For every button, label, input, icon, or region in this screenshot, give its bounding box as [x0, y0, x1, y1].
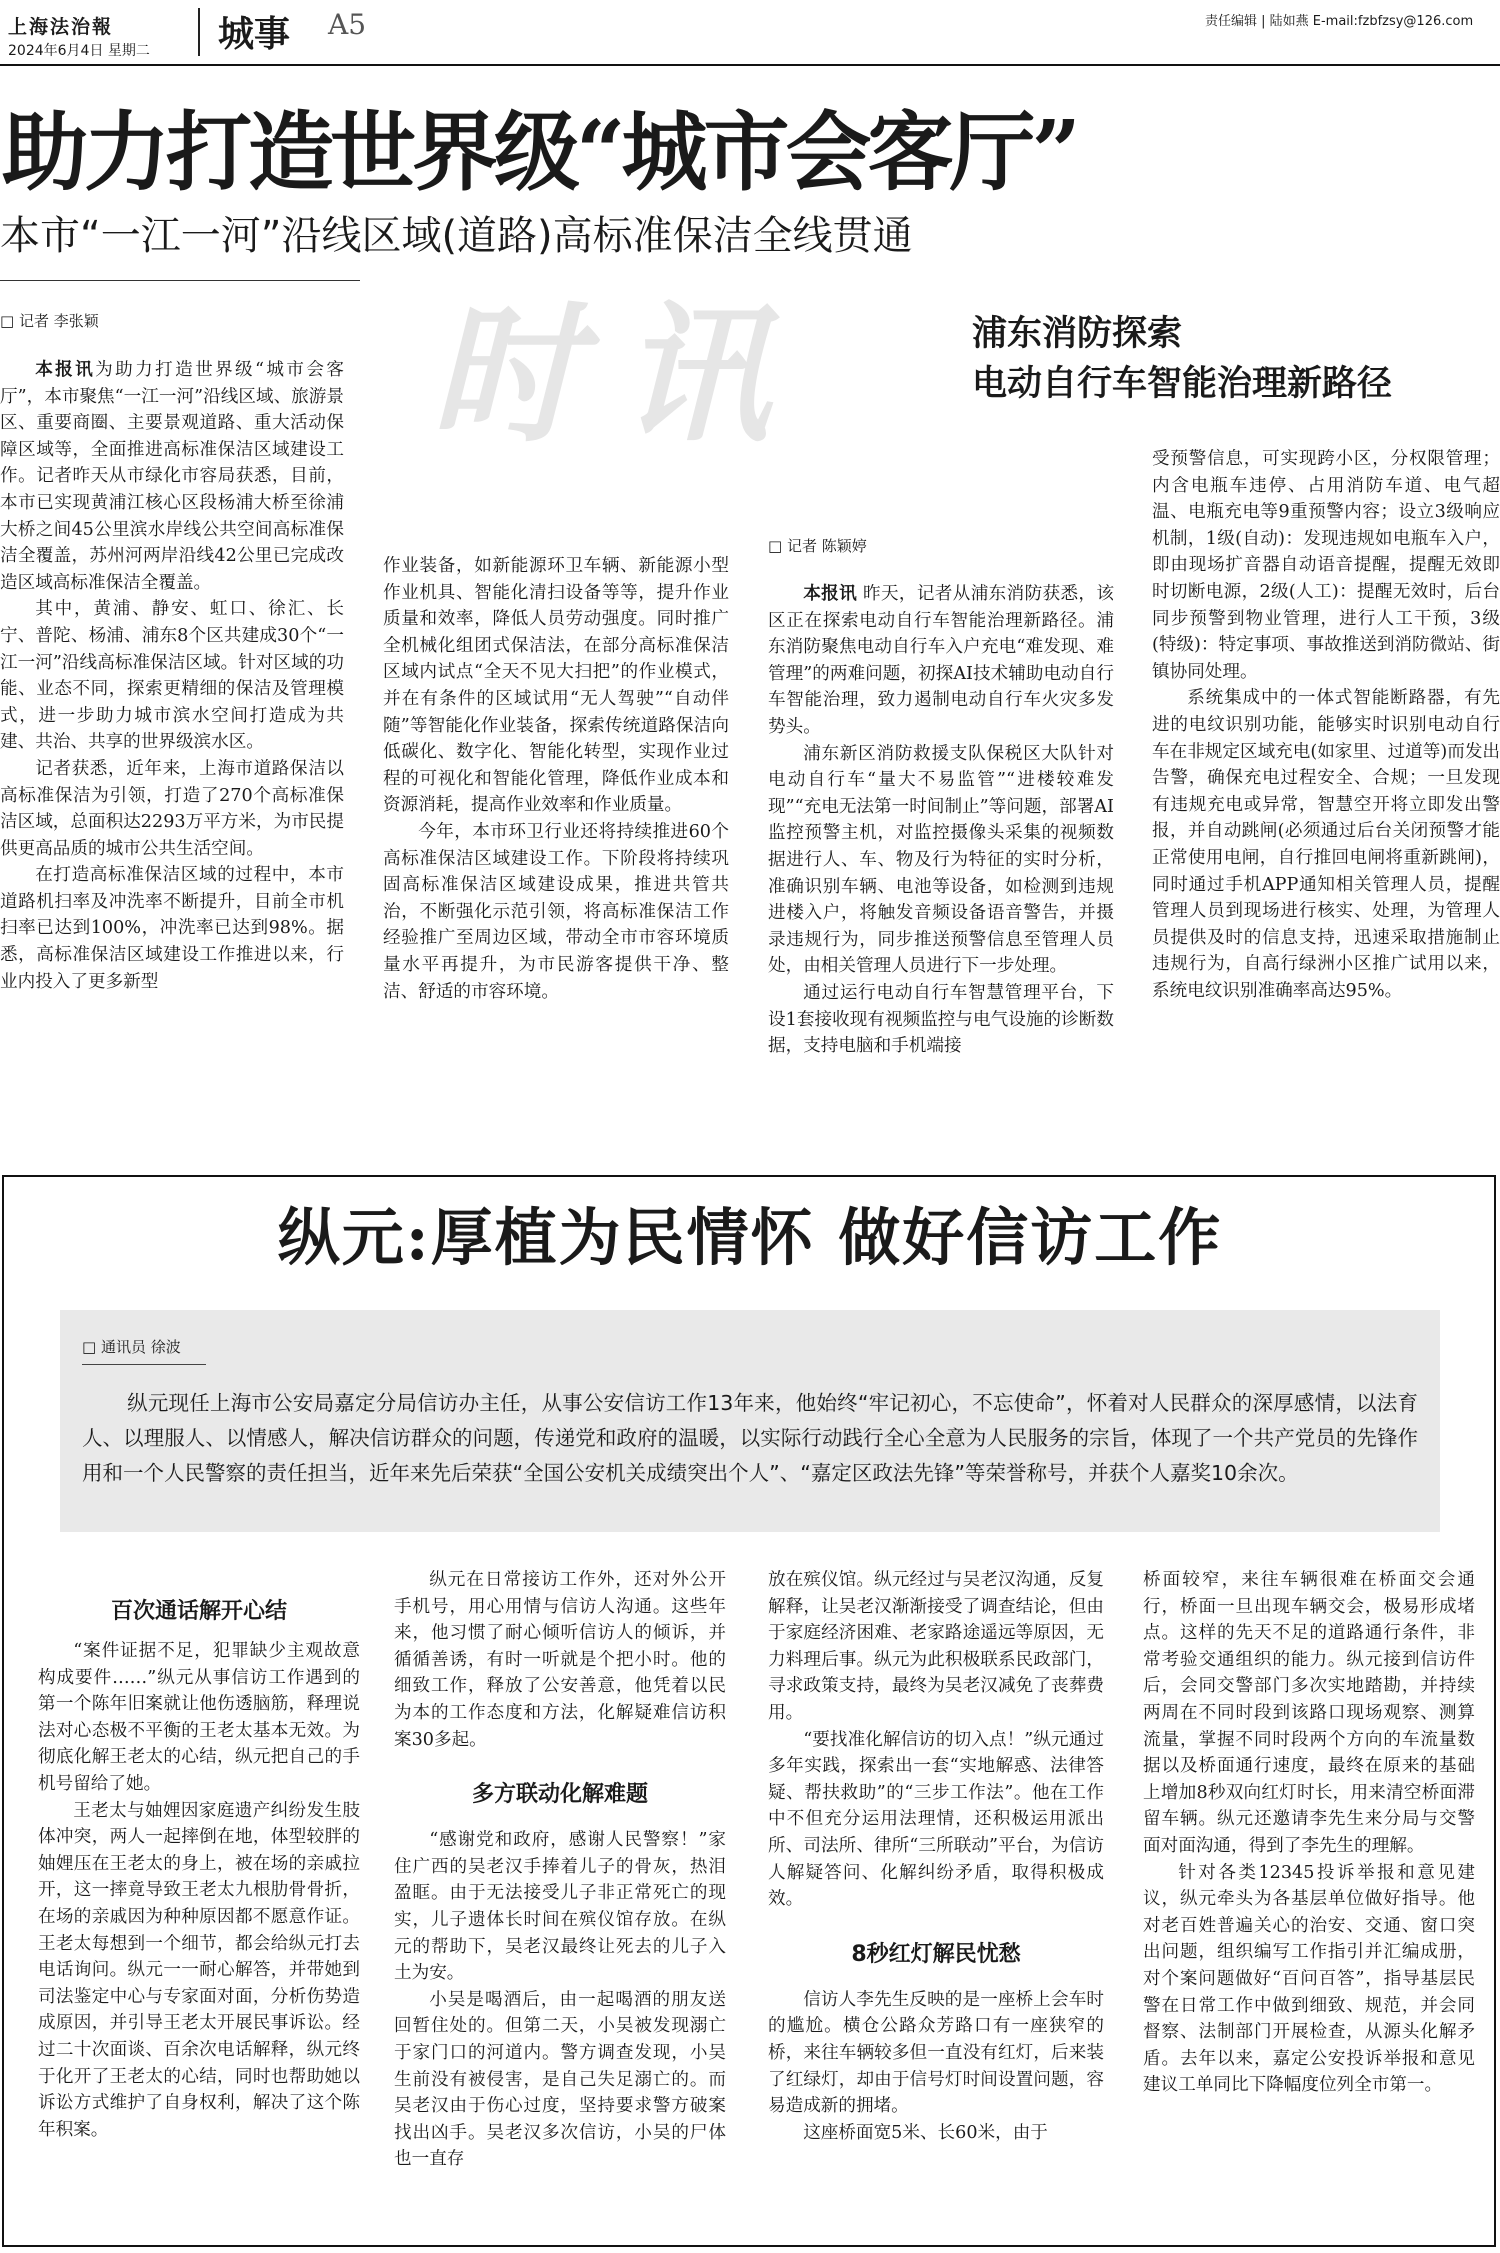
article2-col2 [1152, 446, 1500, 1004]
article3-para: 纵元在日常接访工作外，还对外公开手机号，用心用情与信访人沟通。这些年来，他习惯了耐心倾听信访人的倾诉，并循循善诱，有时一听就是个把小时。他的细致工作，释放了公安善意，他凭着以民为本的工作态度和方法，化解疑难信访积案30多起。 [394, 1570, 726, 1750]
byline-box-icon: □ [0, 312, 19, 330]
article3-para: 针对各类12345投诉举报和意见建议，纵元牵头为各基层单位做好指导。他对老百姓普遍关心的治安、交通、窗口突出问题，组织编写工作指引并汇编成册，对个案问题做好“百问百答”，指导基层民警在日常工作中做到细致、规范，并会同督察、法制部门开展检查，从源头化解矛盾。去年以来，嘉定公安投诉举报和意见建议工单同比下降幅度位列全市第一。 [1143, 1862, 1475, 2096]
article3-intro: 纵元现任上海市公安局嘉定分局信访办主任，从事公安信访工作13年来，他始终“牢记初心，不忘使命”，怀着对人民群众的深厚感情，以法育人、以理服人、以情感人，解决信访群众的问题，传递党和政府的温暖，以实际行动践行全心全意为人民服务的宗旨，体现了一个共产党员的先锋作用和一个人民警察的责任担当，近年来先后荣获“全国公安机关成绩突出个人”、“嘉定区政法先锋”等荣誉称号，并获个人嘉奖10余次。 [82, 1391, 1418, 1485]
editor-info: 责任编辑 | 陆如燕 E-mail:fzbfzsy@126.com [1205, 14, 1474, 29]
article2-col1 [768, 581, 1114, 1060]
subheading-1: 百次通话解开心结 [110, 1599, 287, 1624]
article2-lead-tag: 本报讯 [803, 583, 858, 604]
article3-byline-rule [82, 1364, 206, 1365]
article1-lead-tag: 本报讯 [35, 359, 96, 380]
shixun-watermark: 时讯 [430, 287, 811, 463]
masthead-rule [0, 64, 1500, 66]
page-number: A5 [328, 8, 367, 41]
article3-col2 [394, 1567, 726, 2173]
article3-para: 小吴是喝酒后，由一起喝酒的朋友送回暂住处的。但第二天，小吴被发现溺亡于家门口的河道内。警方调查发现，小吴生前没有被侵害，是自己失足溺亡的。而吴老汉由于伤心过度，坚持要求警方破案找出凶手。吴老汉多次信访，小吴的尸体也一直存 [394, 1989, 726, 2170]
article1-para: 今年，本市环卫行业还将持续推进60个高标准保洁区域建设工作。下阶段将持续巩固高标准保洁区域建设成果，推进共管共治，不断强化示范引领，将高标准保洁工作经验推广至周边区域，带动全市市容环境质量水平再提升，为市民游客提供干净、整洁、舒适的市容环境。 [383, 821, 729, 1002]
article3-para: 王老太与妯娌因家庭遗产纠纷发生肢体冲突，两人一起摔倒在地，体型较胖的妯娌压在王老太的身上，被在场的亲戚拉开，这一摔竟导致王老太九根肋骨骨折，在场的亲戚因为种种原因都不愿意作证。王老太每想到一个细节，都会给纵元打去电话询问。纵元一一耐心解答，并带她到司法鉴定中心与专家面对面，分析伤势造成原因，并引导王老太开展民事诉讼。经过二十次面谈、百余次电话解释，纵元终于化开了王老太的心结，同时也帮助她以诉讼方式维护了自身权利，解决了这个陈年积案。 [38, 1800, 360, 2140]
article2-para: 系统集成中的一体式智能断路器，有先进的电纹识别功能，能够实时识别电动自行车在非规定区域充电(如家里、过道等)而发出告警，确保充电过程安全、合规；一旦发现有违规充电或异常，智慧空开将立即发出警报，并自动跳闸(必须通过后台关闭预警才能正常使用电闸，自行推回电闸将重新跳闸)，同时通过手机APP通知相关管理人员，提醒管理人员到现场进行核实、处理，为管理人员提供及时的信息支持，迅速采取措施制止违规行为，自高行绿洲小区推广试用以来，系统电纹识别准确率高达95%。 [1152, 688, 1500, 1001]
article3-para: “感谢党和政府，感谢人民警察！”家住广西的吴老汉手捧着儿子的骨灰，热泪盈眶。由于无法接受儿子非正常死亡的现实，儿子遗体长时间在殡仪馆存放。在纵元的帮助下，吴老汉最终让死去的儿子入土为安。 [394, 1830, 726, 1984]
article1-col1 [0, 357, 344, 995]
article1-title: 助力打造世界级“城市会客厅” [2, 102, 1077, 203]
article3-para: “案件证据不足，犯罪缺少主观故意构成要件……”纵元从事信访工作遇到的第一个陈年旧案就让他伤透脑筋，释理说法对心态极不平衡的王老太基本无效。为彻底化解王老太的心结，纵元把自己的手机号留给了她。 [38, 1641, 360, 1794]
article2-byline: □ 记者 陈颖婷 [768, 537, 867, 555]
article1-para: 在打造高标准保洁区域的过程中，本市道路机扫率及冲洗率不断提升，目前全市机扫率已达到100%，冲洗率已达到98%。据悉，高标准保洁区域建设工作推进以来，行业内投入了更多新型 [0, 865, 344, 992]
article3-byline: □ 通讯员 徐波 [82, 1338, 181, 1356]
article3-para: 桥面较窄，来往车辆很难在桥面交会通行，桥面一旦出现车辆交会，极易形成堵点。这样的先天不足的道路通行条件，非常考验交通组织的能力。纵元接到信访件后，会同交警部门多次实地踏勘，并持续两周在不同时段到该路口现场观察、测算流量，掌握不同时段两个方向的车流量数据以及桥面通行速度，最终在原来的基础上增加8秒双向红灯时长，用来清空桥面滞留车辆。纵元还邀请李先生来分局与交警面对面沟通，得到了李先生的理解。 [1143, 1570, 1475, 1856]
article2-para: 本报讯 昨天，记者从浦东消防获悉，该区正在探索电动自行车智能治理新路径。浦东消防聚焦电动自行车入户充电“难发现、难管理”的两难问题，初探AI技术辅助电动自行车智能治理，致力遏制电动自行车火灾多发势头。 [768, 583, 1114, 737]
article2-title-line1: 浦东消防探索 [972, 314, 1183, 354]
article2-para: 通过运行电动自行车智慧管理平台，下设1套接收现有视频监控与电气设施的诊断数据，支持电脑和手机端接 [768, 982, 1114, 1057]
article3-para: 放在殡仪馆。纵元经过与吴老汉沟通，反复解释，让吴老汉渐渐接受了调查结论，但由于家庭经济困难、老家路途遥远等原因，无力料理后事。纵元为此积极联系民政部门，寻求政策支持，最终为吴老汉减免了丧葬费用。 [768, 1570, 1104, 1723]
subheading-3: 8秒红灯解民忧愁 [851, 1941, 1021, 1967]
article3-para: 这座桥面宽5米、长60米，由于 [803, 2122, 1048, 2143]
article2-title-line2: 电动自行车智能治理新路径 [972, 364, 1393, 404]
article1-para: 记者获悉，近年来，上海市道路保洁以高标准保洁为引领，打造了270个高标准保洁区域，总面积达2293万平方米，为市民提供更高品质的城市公共生活空间。 [0, 758, 344, 859]
byline-box-icon: □ [82, 1338, 101, 1356]
masthead-date: 2024年6月4日 星期二 [8, 43, 150, 59]
article1-subtitle: 本市“一江一河”沿线区域(道路)高标准保洁全线贯通 [0, 213, 913, 259]
masthead-paper-name: 上海法治報 [8, 16, 114, 38]
article3-col3 [768, 1567, 1104, 2146]
article1-col2 [383, 553, 729, 1005]
article3-para: 信访人李先生反映的是一座桥上会车时的尴尬。横仓公路众芳路口有一座狭窄的桥，来往车辆较多但一直没有红灯，后来装了红绿灯，却由于信号灯时间设置问题，容易造成新的拥堵。 [768, 1989, 1104, 2117]
article1-para: 其中，黄浦、静安、虹口、徐汇、长宁、普陀、杨浦、浦东8个区共建成30个“一江一河”沿线高标准保洁区域。针对区域的功能、业态不同，探索更精细的保洁及管理模式，进一步助力城市滨水空间打造成为共建、共治、共享的世界级滨水区。 [0, 599, 344, 753]
subheading-2: 多方联动化解难题 [471, 1782, 648, 1808]
section-name: 城事 [218, 14, 291, 55]
article1-byline: □ 记者 李张颖 [0, 312, 99, 330]
article2-para: 受预警信息，可实现跨小区，分权限管理；内含电瓶车违停、占用消防车道、电气超温、电瓶充电等9重预警内容；设立3级响应机制，1级(自动)：发现违规如电瓶车入户，即由现场扩音器自动语音提醒，提醒无效即时切断电源，2级(人工)：提醒无效时，后台同步预警到物业管理，进行人工干预，3级(特级)：特定事项、事故推送到消防微站、街镇协同处理。 [1152, 449, 1500, 682]
article3-para: “要找准化解信访的切入点！”纵元通过多年实践，探索出一套“实地解惑、法律答疑、帮扶救助”的“三步工作法”。他在工作中不但充分运用法理情，还积极运用派出所、司法所、律所“三所联动”平台，为信访人解疑答问、化解纠纷矛盾，取得积极成效。 [768, 1729, 1104, 1910]
article1-para: 本报讯为助力打造世界级“城市会客厅”，本市聚焦“一江一河”沿线区域、旅游景区、重要商圈、主要景观道路、重大活动保障区域等，全面推进高标准保洁区域建设工作。记者昨天从市绿化市容局获悉，目前，本市已实现黄浦江核心区段杨浦大桥至徐浦大桥之间45公里滨水岸线公共空间高标准保洁全覆盖，苏州河两岸沿线42公里已完成改造区域高标准保洁全覆盖。 [0, 359, 344, 593]
article1-para: 作业装备，如新能源环卫车辆、新能源小型作业机具、智能化清扫设备等等，提升作业质量和效率，降低人员劳动强度。同时推广全机械化组团式保洁法，在部分高标准保洁区域内试点“全天不见大扫把”的作业模式，并在有条件的区域试用“无人驾驶”“自动伴随”等智能化作业装备，探索传统道路保洁向低碳化、数字化、智能化转型，实现作业过程的可视化和智能化管理，降低作业成本和资源消耗，提高作业效率和作业质量。 [383, 556, 729, 816]
byline-box-icon: □ [768, 537, 787, 555]
article3-title: 纵元:厚植为民情怀 做好信访工作 [277, 1201, 1223, 1274]
article3-col4 [1143, 1567, 1475, 2099]
article1-subtitle-rule [0, 280, 360, 281]
article3-col1 [38, 1592, 360, 2143]
article2-para: 浦东新区消防救援支队保税区大队针对电动自行车“量大不易监管”“进楼较难发现”“充电无法第一时间制止”等问题，部署AI监控预警主机，对监控摄像头采集的视频数据进行人、车、物及行为特征的实时分析，准确识别车辆、电池等设备，如检测到违规进楼入户，将触发音频设备语音警告，并摄录违规行为，同步推送预警信息至管理人员处，由相关管理人员进行下一步处理。 [768, 743, 1114, 977]
masthead-divider [198, 8, 200, 56]
